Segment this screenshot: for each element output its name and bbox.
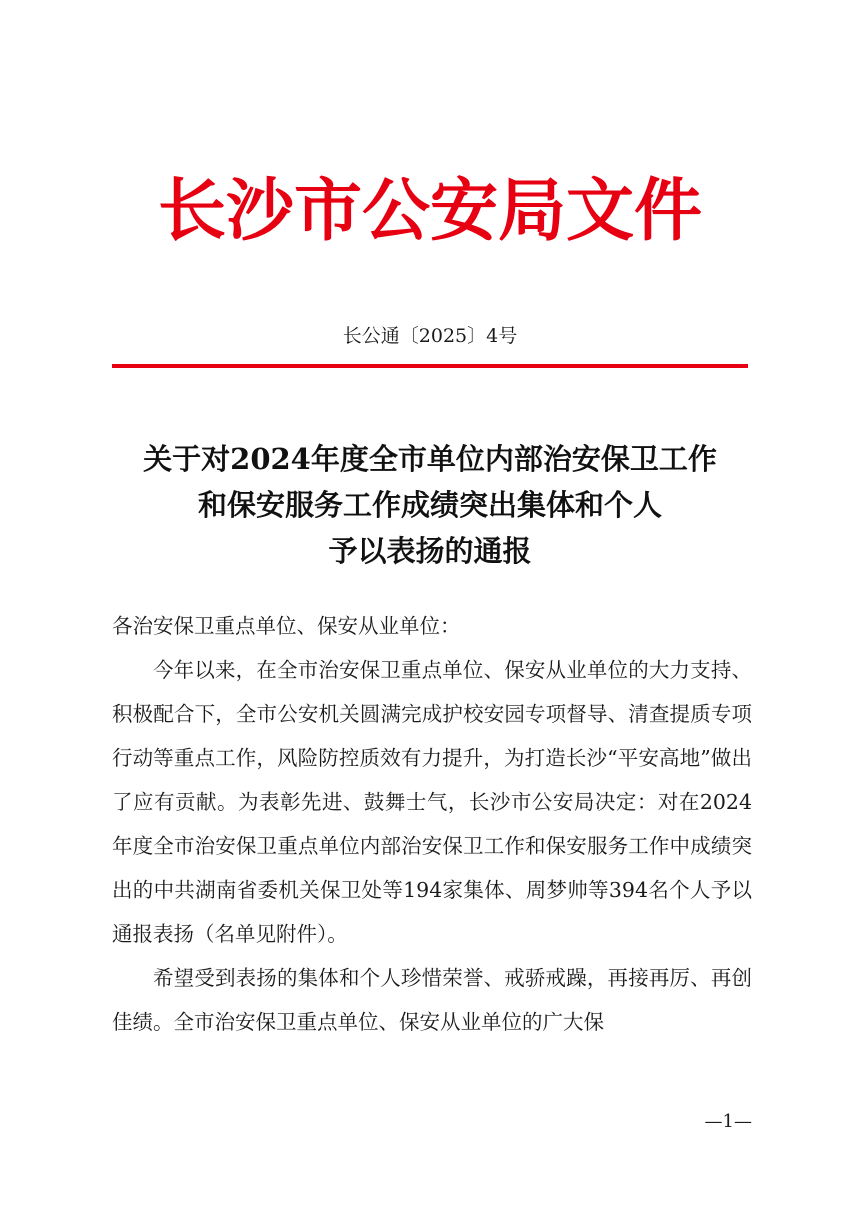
title-line-3: 予以表扬的通报: [328, 534, 532, 568]
red-divider-rule: [112, 364, 748, 368]
document-title: [80, 436, 780, 574]
title-line-1: 关于对2024年度全市单位内部治安保卫工作: [143, 442, 717, 476]
document-number: 长公通〔2025〕4号: [342, 325, 518, 347]
document-body: [112, 604, 752, 1044]
document-masthead: 长沙市公安局文件: [157, 171, 702, 251]
title-line-2: 和保安服务工作成绩突出集体和个人: [197, 488, 662, 522]
page-number: —1—: [704, 1111, 752, 1132]
salutation: 各治安保卫重点单位、保安从业单位：: [112, 614, 461, 638]
body-paragraph-1: 今年以来，在全市治安保卫重点单位、保安从业单位的大力支持、积极配合下，全市公安机关圆满完成护校安园专项督导、清查提质专项行动等重点工作，风险防控质效有力提升，为打造长沙“平安高地”做出了应有贡献。为表彰先进、鼓舞士气，长沙市公安局决定：对在2024年度全市治安保卫重点单位内部治安保卫工作和保安服务工作中成绩突出的中共湖南省委机关保卫处等194家集体、周梦帅等394名个人予以通报表扬（名单见附件）。: [112, 658, 752, 946]
body-paragraph-2: 希望受到表扬的集体和个人珍惜荣誉、戒骄戒躁，再接再厉、再创佳绩。全市治安保卫重点单位、保安从业单位的广大保: [112, 966, 752, 1034]
